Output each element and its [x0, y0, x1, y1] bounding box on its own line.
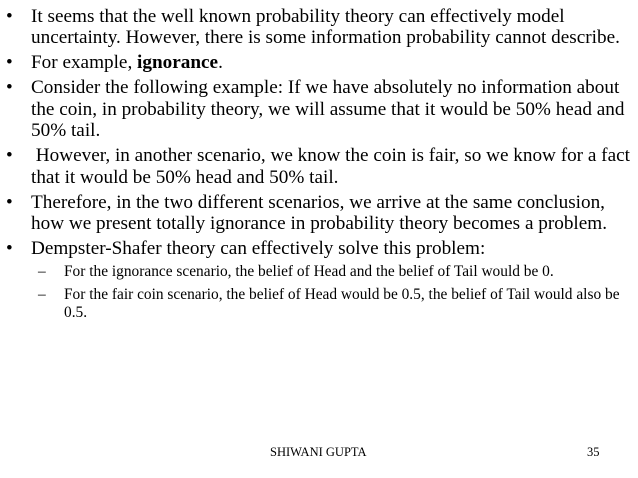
bullet-text: Dempster-Shafer theory can effectively solve this problem:	[31, 238, 486, 260]
bullet-item-2	[6, 52, 634, 73]
bullet-text-prefix: For example,	[31, 52, 138, 74]
bullet-item-4	[6, 145, 634, 188]
bullet-text: It seems that the well known probability theory can effectively model uncertainty. However, there is some information probability cannot describe.	[31, 6, 620, 49]
sub-bullet-item-2	[29, 286, 634, 321]
sub-bullet-list	[31, 263, 634, 321]
bullet-text-suffix: .	[218, 52, 223, 74]
bullet-icon: •	[6, 238, 13, 260]
bullet-item-6	[6, 238, 634, 321]
bullet-item-5	[6, 192, 634, 235]
bullet-icon: •	[6, 145, 13, 167]
dash-icon: –	[38, 263, 46, 281]
bullet-icon: •	[6, 191, 13, 213]
sub-bullet-item-1	[29, 263, 634, 281]
page-number: 35	[587, 445, 600, 459]
bullet-icon: •	[6, 6, 13, 27]
bullet-text: However, in another scenario, we know the coin is fair, so we know for a fact that it would be 50% head and 50% tail.	[31, 145, 635, 188]
bullet-text-emphasis: ignorance	[137, 52, 219, 74]
sub-bullet-text: For the ignorance scenario, the belief of Head and the belief of Tail would be 0.	[64, 263, 554, 281]
bullet-icon: •	[6, 77, 13, 99]
dash-icon: –	[38, 286, 46, 304]
bullet-list	[6, 6, 634, 326]
bullet-text: Therefore, in the two different scenarios, we arrive at the same conclusion, how we present totally ignorance in probability theory becomes a problem.	[31, 191, 607, 235]
bullet-item-1	[6, 6, 634, 49]
footer-author: SHIWANI GUPTA	[270, 445, 367, 459]
bullet-item-3	[6, 77, 634, 141]
bullet-text: Consider the following example: If we have absolutely no information about the coin, in probability theory, we will assume that it would be 50% head and 50% tail.	[31, 77, 625, 142]
sub-bullet-text: For the fair coin scenario, the belief of Head would be 0.5, the belief of Tail would also be 0.5.	[64, 286, 620, 321]
bullet-icon: •	[6, 52, 13, 74]
